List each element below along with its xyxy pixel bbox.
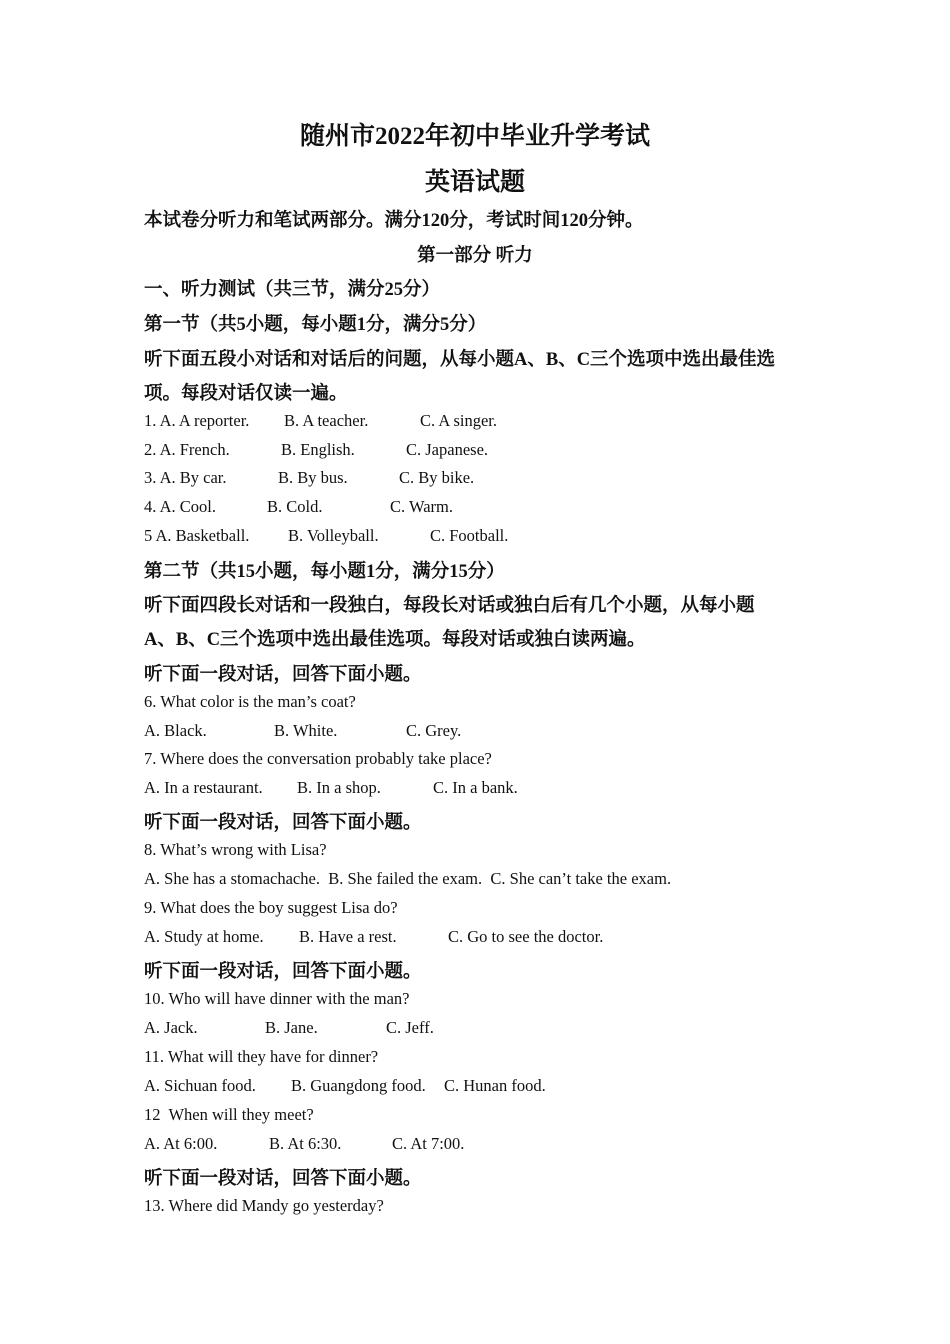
option-b: B. By bus. <box>278 468 348 487</box>
option-c: C. Go to see the doctor. <box>448 927 604 946</box>
section2-instruction-line2: A、B、C三个选项中选出最佳选项。每段对话或独白读两遍。 <box>144 630 646 650</box>
option-a: A. At 6:00. <box>144 1134 218 1153</box>
question-11: 11. What will they have for dinner? <box>144 1047 379 1066</box>
option-b: B. Guangdong food. <box>291 1076 426 1095</box>
question-6: 6. What color is the man’s coat? <box>144 692 356 711</box>
section2-heading: 第二节（共15小题，每小题1分，满分15分） <box>144 562 505 582</box>
dialogue-prompt: 听下面一段对话，回答下面小题。 <box>144 962 422 982</box>
question-12: 12 When will they meet? <box>144 1105 314 1124</box>
option-b: B. Cold. <box>267 497 323 516</box>
question-9: 9. What does the boy suggest Lisa do? <box>144 898 398 917</box>
dialogue-prompt: 听下面一段对话，回答下面小题。 <box>144 1169 422 1189</box>
option-a: 3. A. By car. <box>144 468 227 487</box>
question-10: 10. Who will have dinner with the man? <box>144 989 410 1008</box>
option-a: A. In a restaurant. <box>144 778 263 797</box>
option-b: B. Volleyball. <box>288 526 379 545</box>
section1-instruction-line1: 听下面五段小对话和对话后的问题，从每小题A、B、C三个选项中选出最佳选 <box>144 350 776 370</box>
section-one-heading: 一、听力测试（共三节，满分25分） <box>144 280 441 300</box>
option-c: C. A singer. <box>420 411 498 430</box>
option-c: C. By bike. <box>399 468 475 487</box>
dialogue-prompt: 听下面一段对话，回答下面小题。 <box>144 813 422 833</box>
option-c: C. Warm. <box>390 497 453 516</box>
option-b: B. In a shop. <box>297 778 381 797</box>
option-a: A. Black. <box>144 721 207 740</box>
question-7: 7. Where does the conversation probably take place? <box>144 749 492 768</box>
option-b: B. English. <box>281 440 355 459</box>
option-c: C. Hunan food. <box>444 1076 546 1095</box>
option-a: A. Jack. <box>144 1018 198 1037</box>
option-c: C. Football. <box>430 526 509 545</box>
option-b: B. White. <box>274 721 338 740</box>
exam-intro: 本试卷分听力和笔试两部分。满分120分，考试时间120分钟。 <box>144 211 644 231</box>
option-a: A. Study at home. <box>144 927 264 946</box>
section1-heading: 第一节（共5小题，每小题1分，满分5分） <box>144 315 487 335</box>
option-c: C. In a bank. <box>433 778 518 797</box>
option-c: C. Grey. <box>406 721 462 740</box>
section2-instruction-line1: 听下面四段长对话和一段独白，每段长对话或独白后有几个小题，从每小题 <box>144 596 755 616</box>
option-a: 2. A. French. <box>144 440 230 459</box>
option-b: B. Have a rest. <box>299 927 397 946</box>
option-a: 1. A. A reporter. <box>144 411 250 430</box>
question-13: 13. Where did Mandy go yesterday? <box>144 1196 384 1215</box>
option-a: 5 A. Basketball. <box>144 526 250 545</box>
option-c: C. At 7:00. <box>392 1134 465 1153</box>
option-c: C. Japanese. <box>406 440 489 459</box>
part1-heading: 第一部分 听力 <box>417 246 533 266</box>
option-a: A. Sichuan food. <box>144 1076 256 1095</box>
option-a: 4. A. Cool. <box>144 497 216 516</box>
exam-title: 随州市2022年初中毕业升学考试 <box>299 123 650 150</box>
option-b: B. Jane. <box>265 1018 318 1037</box>
question-8-options: A. She has a stomachache. B. She failed the exam. C. She can’t take the exam. <box>144 869 672 888</box>
section1-instruction-line2: 项。每段对话仅读一遍。 <box>144 384 348 404</box>
option-b: B. At 6:30. <box>269 1134 342 1153</box>
option-c: C. Jeff. <box>386 1018 434 1037</box>
dialogue-prompt: 听下面一段对话，回答下面小题。 <box>144 665 422 685</box>
exam-subtitle: 英语试题 <box>424 169 525 196</box>
question-8: 8. What’s wrong with Lisa? <box>144 840 327 859</box>
option-b: B. A teacher. <box>284 411 369 430</box>
